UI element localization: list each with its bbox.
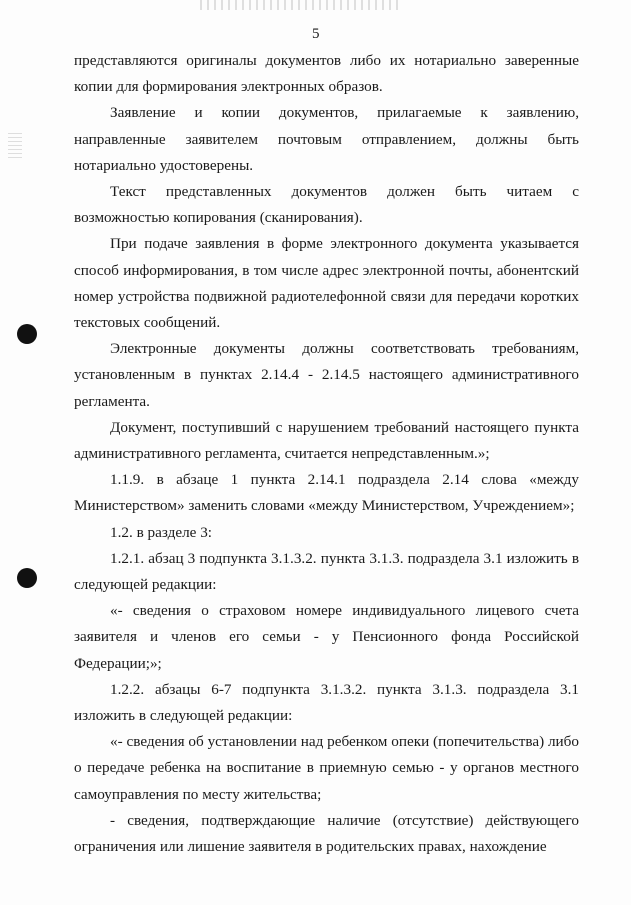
punch-hole-lower <box>17 568 37 588</box>
scan-artifact-left <box>8 130 22 158</box>
paragraph: «- сведения об установлении над ребенком опеки (попечительства) либо о передаче ребенка на воспитание в приемную семью - у органов местного самоуправления по месту жительства; <box>74 733 579 803</box>
scan-artifact-top <box>200 0 400 10</box>
paragraph: Текст представленных документов должен быть читаем с возможностью копирования (сканирования). <box>74 183 579 227</box>
document-body <box>74 48 579 860</box>
paragraph: 1.2.2. абзацы 6-7 подпункта 3.1.3.2. пункта 3.1.3. подраздела 3.1 изложить в следующей редакции: <box>74 680 579 725</box>
paragraph: При подаче заявления в форме электронного документа указывается способ информирования, в том числе адрес электронной почты, абонентский номер устройства подвижной радиотелефонной связи для передачи коротких текстовых сообщений. <box>74 235 579 332</box>
paragraph: 1.1.9. в абзаце 1 пункта 2.14.1 подраздела 2.14 слова «между Министерством» заменить словами «между Министерством, Учреждением»; <box>74 471 579 515</box>
page-number: 5 <box>312 26 320 42</box>
paragraph: 1.2.1. абзац 3 подпункта 3.1.3.2. пункта 3.1.3. подраздела 3.1 изложить в следующей редакции: <box>74 549 579 594</box>
paragraph: - сведения, подтверждающие наличие (отсутствие) действующего ограничения или лишение заявителя в родительских правах, нахождение <box>74 811 579 856</box>
paragraph: Документ, поступивший с нарушением требований настоящего пункта административного регламента, считается непредставленным.»; <box>74 418 579 463</box>
paragraph: «- сведения о страховом номере индивидуального лицевого счета заявителя и членов его семьи - у Пенсионного фонда Российской Федерации;»; <box>74 602 579 672</box>
paragraph: Заявление и копии документов, прилагаемые к заявлению, направленные заявителем почтовым отправлением, должны быть нотариально удостоверены. <box>74 104 579 174</box>
paragraph: представляются оригиналы документов либо их нотариально заверенные копии для формирования электронных образов. <box>74 52 579 96</box>
paragraph: 1.2. в разделе 3: <box>110 523 213 541</box>
paragraph: Электронные документы должны соответствовать требованиям, установленным в пунктах 2.14.4 - 2.14.5 настоящего административного регламента. <box>74 340 579 410</box>
punch-hole-upper <box>17 324 37 344</box>
